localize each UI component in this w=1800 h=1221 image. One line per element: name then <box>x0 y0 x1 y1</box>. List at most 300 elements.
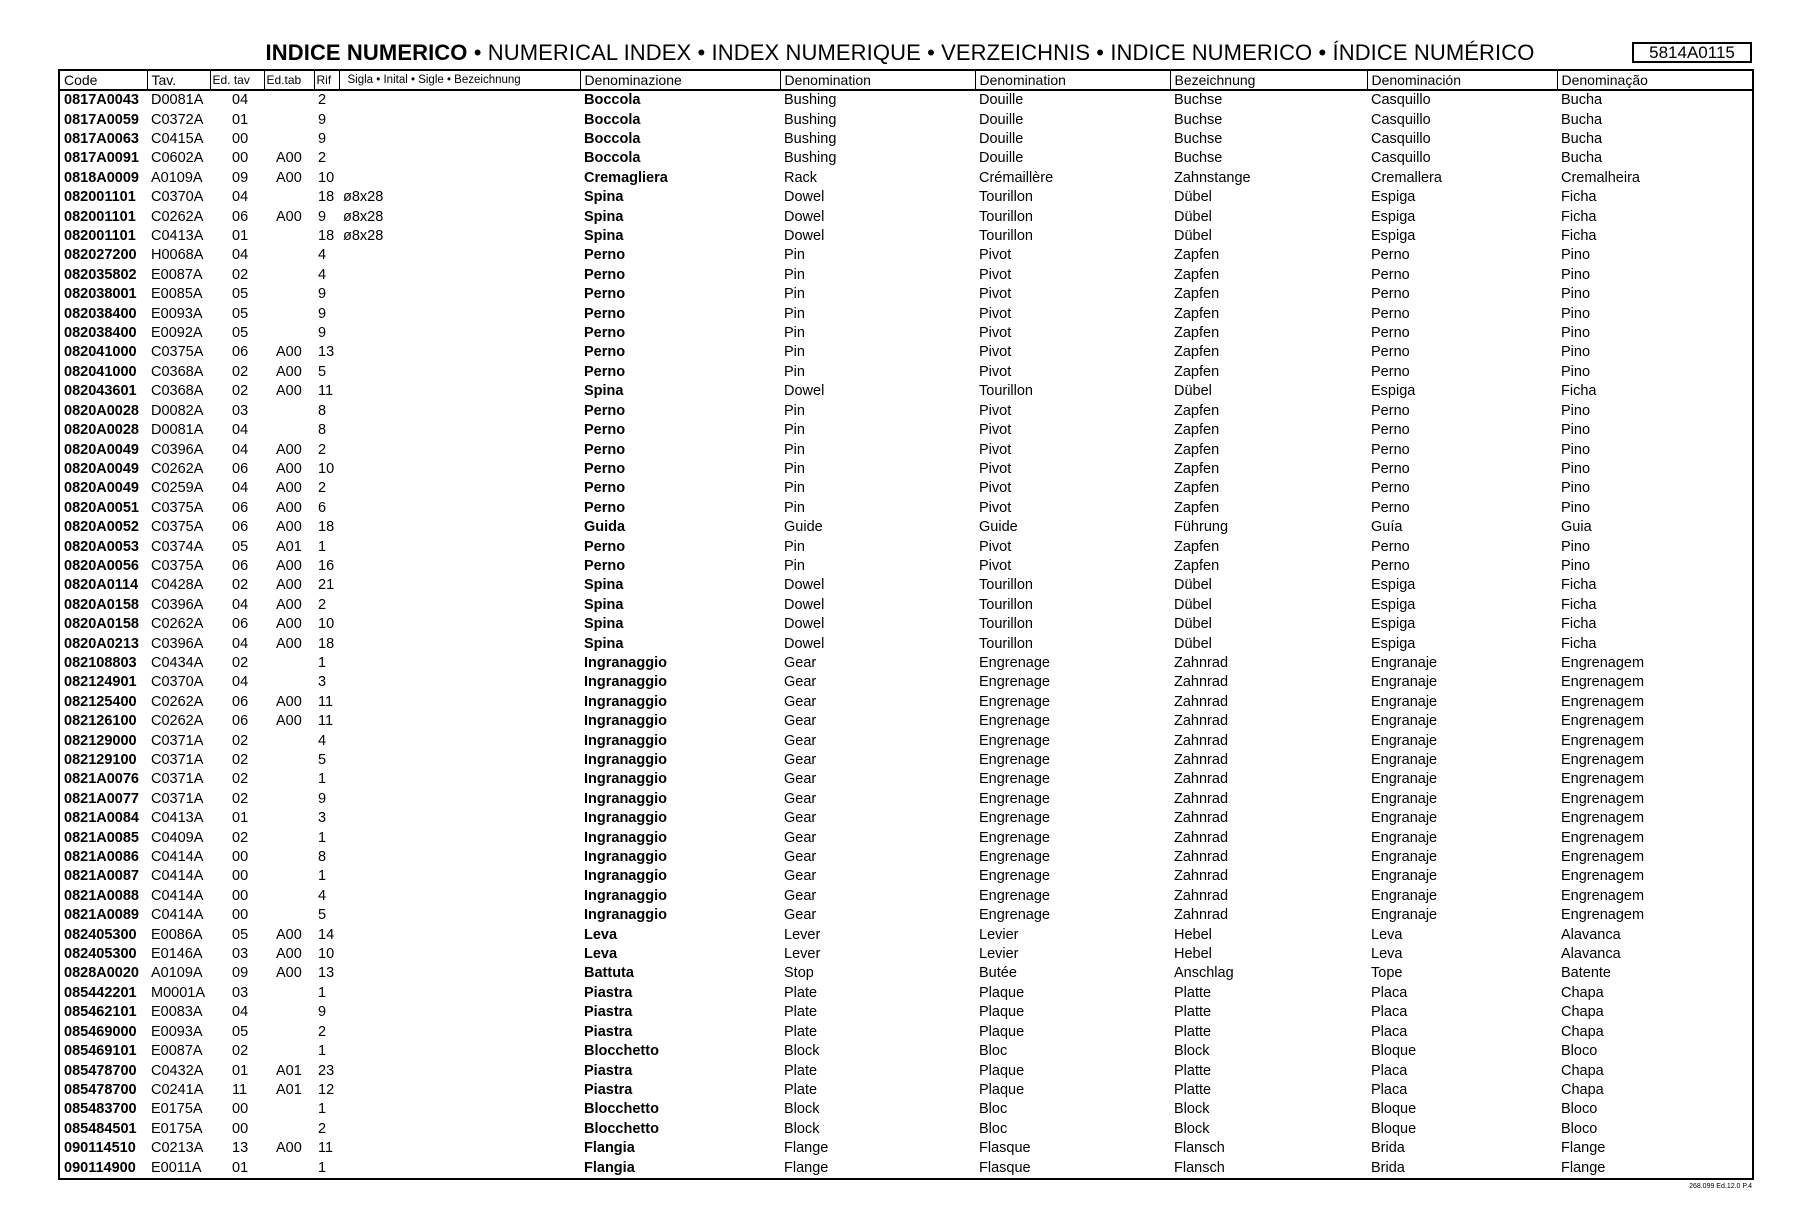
cell-it: Cremagliera <box>584 169 668 186</box>
cell-pt: Pino <box>1561 499 1591 516</box>
cell-en: Pin <box>784 480 805 497</box>
col-header-es: Denominación <box>1367 70 1557 90</box>
cell-sigla <box>339 596 580 615</box>
cell-ed-tab: A00 <box>276 1140 302 1157</box>
cell-de: Dübel <box>1174 577 1212 594</box>
cell-es: Espiga <box>1371 208 1416 225</box>
table-row <box>59 1100 1753 1119</box>
cell-en: Bushing <box>784 131 837 148</box>
cell-ed-tab: A00 <box>276 441 302 458</box>
cell-fr: Plaque <box>979 1004 1025 1021</box>
table-row <box>59 906 1753 925</box>
cell-ed-tav: 02 <box>232 654 249 671</box>
cell-pt: Engrenagem <box>1561 868 1645 885</box>
cell-sigla <box>339 1100 580 1119</box>
cell-sigla <box>339 731 580 750</box>
cell-de: Zahnrad <box>1174 713 1229 730</box>
cell-de: Zapfen <box>1174 247 1220 264</box>
cell-de: Zapfen <box>1174 363 1220 380</box>
cell-rif: 1 <box>318 829 327 846</box>
cell-ed-tab <box>264 266 314 285</box>
cell-fr: Engrenage <box>979 907 1050 924</box>
cell-ed-tav: 04 <box>232 480 249 497</box>
cell-es: Tope <box>1371 965 1403 982</box>
cell-code: 082124901 <box>64 674 137 691</box>
cell-de: Zahnrad <box>1174 790 1229 807</box>
cell-it: Perno <box>584 460 626 477</box>
cell-pt: Ficha <box>1561 635 1597 652</box>
cell-rif: 10 <box>318 169 335 186</box>
cell-en: Dowel <box>784 616 825 633</box>
cell-de: Zapfen <box>1174 402 1220 419</box>
cell-fr: Pivot <box>979 363 1012 380</box>
cell-pt: Pino <box>1561 557 1591 574</box>
cell-de: Platte <box>1174 984 1212 1001</box>
cell-rif: 2 <box>318 150 327 167</box>
cell-en: Gear <box>784 790 817 807</box>
cell-pt: Bloco <box>1561 1101 1598 1118</box>
cell-pt: Pino <box>1561 422 1591 439</box>
cell-sigla <box>339 848 580 867</box>
cell-en: Pin <box>784 363 805 380</box>
cell-pt: Pino <box>1561 480 1591 497</box>
cell-ed-tav: 04 <box>232 189 249 206</box>
cell-code: 0821A0088 <box>64 887 139 904</box>
cell-rif: 4 <box>318 247 327 264</box>
cell-it: Boccola <box>584 92 641 109</box>
cell-tav: C0372A <box>151 111 204 128</box>
cell-code: 085469101 <box>64 1043 137 1060</box>
cell-ed-tab: A00 <box>276 616 302 633</box>
cell-code: 0821A0084 <box>64 810 139 827</box>
cell-pt: Flange <box>1561 1140 1606 1157</box>
cell-tav: E0011A <box>151 1159 202 1176</box>
cell-code: 082108803 <box>64 654 137 671</box>
cell-it: Piastra <box>584 1023 633 1040</box>
cell-es: Perno <box>1371 422 1410 439</box>
cell-en: Flange <box>784 1159 829 1176</box>
cell-pt: Engrenagem <box>1561 849 1645 866</box>
cell-ed-tab: A00 <box>276 713 302 730</box>
cell-de: Zapfen <box>1174 266 1220 283</box>
cell-tav: C0262A <box>151 460 204 477</box>
cell-sigla <box>339 964 580 983</box>
cell-fr: Tourillon <box>979 596 1033 613</box>
cell-tav: E0175A <box>151 1120 203 1137</box>
cell-code: 0820A0028 <box>64 422 139 439</box>
cell-ed-tab <box>264 906 314 925</box>
cell-ed-tab: A00 <box>276 577 302 594</box>
cell-pt: Batente <box>1561 965 1611 982</box>
cell-pt: Alavanca <box>1561 946 1621 963</box>
cell-ed-tav: 01 <box>232 1062 249 1079</box>
cell-fr: Douille <box>979 111 1024 128</box>
cell-ed-tav: 05 <box>232 1023 249 1040</box>
cell-fr: Plaque <box>979 1023 1025 1040</box>
cell-es: Perno <box>1371 402 1410 419</box>
cell-it: Leva <box>584 926 618 943</box>
cell-es: Guía <box>1371 519 1403 536</box>
cell-de: Zahnrad <box>1174 752 1229 769</box>
cell-ed-tav: 06 <box>232 344 249 361</box>
cell-it: Ingranaggio <box>584 887 667 904</box>
cell-pt: Bloco <box>1561 1043 1598 1060</box>
cell-ed-tav: 01 <box>232 228 249 245</box>
cell-code: 0820A0028 <box>64 402 139 419</box>
cell-pt: Pino <box>1561 538 1591 555</box>
cell-sigla <box>339 169 580 188</box>
cell-fr: Pivot <box>979 325 1012 342</box>
cell-code: 0817A0091 <box>64 150 139 167</box>
cell-it: Battuta <box>584 965 634 982</box>
table-row <box>59 479 1753 498</box>
cell-it: Blocchetto <box>584 1043 659 1060</box>
cell-it: Ingranaggio <box>584 713 667 730</box>
cell-it: Perno <box>584 247 626 264</box>
cell-ed-tab <box>264 790 314 809</box>
cell-ed-tab <box>264 828 314 847</box>
cell-pt: Engrenagem <box>1561 693 1645 710</box>
cell-tav: C0432A <box>151 1062 204 1079</box>
cell-rif: 5 <box>318 907 327 924</box>
cell-ed-tab: A00 <box>276 480 302 497</box>
cell-de: Zahnrad <box>1174 693 1229 710</box>
cell-pt: Pino <box>1561 344 1591 361</box>
cell-it: Ingranaggio <box>584 654 667 671</box>
cell-es: Perno <box>1371 286 1410 303</box>
cell-de: Zapfen <box>1174 538 1220 555</box>
cell-fr: Plaque <box>979 984 1025 1001</box>
cell-de: Buchse <box>1174 92 1223 109</box>
cell-ed-tab: A00 <box>276 519 302 536</box>
table-row <box>59 1023 1753 1042</box>
cell-es: Engranaje <box>1371 849 1438 866</box>
cell-ed-tab: A00 <box>276 169 302 186</box>
page-title <box>0 40 1800 66</box>
cell-it: Perno <box>584 422 626 439</box>
cell-rif: 18 <box>318 189 335 206</box>
table-row <box>59 188 1753 207</box>
cell-ed-tab <box>264 654 314 673</box>
col-header-ed-tav: Ed. tav <box>210 70 264 90</box>
cell-rif: 4 <box>318 887 327 904</box>
cell-rif: 9 <box>318 131 327 148</box>
cell-pt: Pino <box>1561 247 1591 264</box>
cell-ed-tav: 09 <box>232 169 249 186</box>
cell-sigla <box>339 90 580 110</box>
cell-ed-tab <box>264 246 314 265</box>
cell-it: Ingranaggio <box>584 790 667 807</box>
cell-pt: Pino <box>1561 286 1591 303</box>
cell-rif: 6 <box>318 499 327 516</box>
cell-ed-tab <box>264 188 314 207</box>
cell-it: Ingranaggio <box>584 732 667 749</box>
cell-rif: 11 <box>318 713 334 730</box>
cell-es: Engranaje <box>1371 654 1438 671</box>
cell-es: Perno <box>1371 557 1410 574</box>
cell-ed-tav: 02 <box>232 363 249 380</box>
col-header-rif: Rif <box>314 70 339 90</box>
cell-fr: Butée <box>979 965 1017 982</box>
cell-sigla: ø8x28 <box>343 208 384 225</box>
cell-sigla <box>339 1003 580 1022</box>
cell-ed-tav: 01 <box>232 810 249 827</box>
cell-tav: E0093A <box>151 1023 203 1040</box>
cell-it: Guida <box>584 519 626 536</box>
cell-code: 0821A0076 <box>64 771 139 788</box>
cell-ed-tab <box>264 324 314 343</box>
table-row <box>59 790 1753 809</box>
cell-ed-tav: 04 <box>232 596 249 613</box>
cell-tav: C0602A <box>151 150 204 167</box>
cell-ed-tav: 06 <box>232 616 249 633</box>
cell-sigla <box>339 557 580 576</box>
cell-tav: C0375A <box>151 344 204 361</box>
cell-de: Zahnrad <box>1174 654 1229 671</box>
cell-it: Perno <box>584 363 626 380</box>
cell-sigla <box>339 149 580 168</box>
cell-fr: Engrenage <box>979 868 1050 885</box>
cell-sigla <box>339 673 580 692</box>
cell-ed-tab <box>264 227 314 246</box>
cell-de: Zahnrad <box>1174 849 1229 866</box>
cell-es: Espiga <box>1371 635 1416 652</box>
cell-es: Perno <box>1371 247 1410 264</box>
cell-es: Perno <box>1371 441 1410 458</box>
cell-it: Perno <box>584 286 626 303</box>
col-header-fr: Denomination <box>975 70 1170 90</box>
cell-fr: Pivot <box>979 266 1012 283</box>
cell-ed-tav: 05 <box>232 286 249 303</box>
cell-tav: D0081A <box>151 92 204 109</box>
cell-tav: E0085A <box>151 286 203 303</box>
cell-code: 082129000 <box>64 732 137 749</box>
cell-code: 0820A0213 <box>64 635 139 652</box>
cell-sigla <box>339 615 580 634</box>
cell-ed-tab: A01 <box>276 1081 302 1098</box>
cell-en: Flange <box>784 1140 829 1157</box>
cell-ed-tab <box>264 673 314 692</box>
cell-rif: 13 <box>318 344 335 361</box>
cell-rif: 18 <box>318 519 335 536</box>
cell-en: Pin <box>784 441 805 458</box>
table-row <box>59 634 1753 653</box>
cell-tav: C0396A <box>151 596 204 613</box>
cell-fr: Tourillon <box>979 616 1033 633</box>
cell-rif: 2 <box>318 1120 327 1137</box>
cell-de: Zahnrad <box>1174 907 1229 924</box>
cell-en: Bushing <box>784 111 837 128</box>
cell-ed-tab <box>264 1003 314 1022</box>
cell-sigla <box>339 499 580 518</box>
cell-it: Spina <box>584 208 624 225</box>
cell-code: 0820A0158 <box>64 596 139 613</box>
cell-fr: Engrenage <box>979 771 1050 788</box>
cell-code: 082038001 <box>64 286 137 303</box>
cell-en: Gear <box>784 829 817 846</box>
cell-ed-tav: 06 <box>232 519 249 536</box>
cell-es: Placa <box>1371 1023 1408 1040</box>
cell-pt: Flange <box>1561 1159 1606 1176</box>
cell-de: Dübel <box>1174 596 1212 613</box>
cell-it: Piastra <box>584 984 633 1001</box>
table-row <box>59 518 1753 537</box>
cell-fr: Pivot <box>979 402 1012 419</box>
cell-rif: 9 <box>318 790 327 807</box>
table-row <box>59 304 1753 323</box>
cell-en: Block <box>784 1043 820 1060</box>
table-row <box>59 169 1753 188</box>
cell-de: Zahnrad <box>1174 732 1229 749</box>
cell-rif: 4 <box>318 732 327 749</box>
cell-code: 082001101 <box>64 228 136 245</box>
cell-it: Ingranaggio <box>584 752 667 769</box>
cell-it: Perno <box>584 402 626 419</box>
cell-fr: Bloc <box>979 1101 1008 1118</box>
cell-es: Engranaje <box>1371 829 1438 846</box>
document-id-box: 5814A0115 <box>1632 42 1752 63</box>
cell-ed-tab: A00 <box>276 208 302 225</box>
cell-ed-tav: 02 <box>232 1043 249 1060</box>
cell-de: Dübel <box>1174 635 1212 652</box>
cell-it: Spina <box>584 596 624 613</box>
cell-tav: C0396A <box>151 441 204 458</box>
cell-ed-tab: A01 <box>276 1062 302 1079</box>
cell-ed-tab: A00 <box>276 344 302 361</box>
table-row <box>59 848 1753 867</box>
cell-tav: H0068A <box>151 247 204 264</box>
table-row <box>59 130 1753 149</box>
cell-code: 085478700 <box>64 1081 137 1098</box>
cell-ed-tav: 04 <box>232 1004 249 1021</box>
cell-ed-tab: A00 <box>276 383 302 400</box>
cell-ed-tav: 02 <box>232 577 249 594</box>
cell-it: Spina <box>584 577 624 594</box>
cell-en: Dowel <box>784 208 825 225</box>
cell-fr: Levier <box>979 946 1019 963</box>
cell-ed-tab <box>264 848 314 867</box>
cell-pt: Ficha <box>1561 208 1597 225</box>
cell-ed-tav: 03 <box>232 402 249 419</box>
cell-rif: 1 <box>318 1159 327 1176</box>
cell-sigla <box>339 906 580 925</box>
cell-pt: Chapa <box>1561 1004 1604 1021</box>
cell-es: Perno <box>1371 480 1410 497</box>
cell-tav: C0371A <box>151 771 204 788</box>
cell-sigla <box>339 712 580 731</box>
table-row <box>59 984 1753 1003</box>
cell-sigla <box>339 246 580 265</box>
cell-es: Espiga <box>1371 228 1416 245</box>
cell-ed-tav: 06 <box>232 460 249 477</box>
table-row <box>59 673 1753 692</box>
cell-tav: C0428A <box>151 577 204 594</box>
cell-ed-tab <box>264 1120 314 1139</box>
cell-code: 0820A0049 <box>64 460 139 477</box>
cell-sigla <box>339 770 580 789</box>
cell-code: 082001101 <box>64 208 136 225</box>
cell-en: Bushing <box>784 92 837 109</box>
cell-fr: Engrenage <box>979 790 1050 807</box>
cell-en: Dowel <box>784 635 825 652</box>
cell-rif: 21 <box>318 577 335 594</box>
cell-code: 0820A0049 <box>64 441 139 458</box>
cell-de: Platte <box>1174 1081 1212 1098</box>
cell-de: Zapfen <box>1174 557 1220 574</box>
cell-it: Perno <box>584 557 626 574</box>
cell-sigla <box>339 1023 580 1042</box>
cell-tav: D0081A <box>151 422 204 439</box>
cell-es: Placa <box>1371 984 1408 1001</box>
cell-tav: C0371A <box>151 790 204 807</box>
cell-de: Zapfen <box>1174 480 1220 497</box>
cell-de: Zapfen <box>1174 325 1220 342</box>
cell-ed-tav: 11 <box>232 1081 248 1098</box>
cell-ed-tab: A00 <box>276 363 302 380</box>
cell-es: Espiga <box>1371 596 1416 613</box>
cell-en: Plate <box>784 1023 818 1040</box>
table-row <box>59 1081 1753 1100</box>
cell-es: Perno <box>1371 363 1410 380</box>
cell-de: Platte <box>1174 1004 1212 1021</box>
cell-pt: Engrenagem <box>1561 713 1645 730</box>
cell-ed-tav: 02 <box>232 771 249 788</box>
cell-tav: E0175A <box>151 1101 203 1118</box>
cell-it: Ingranaggio <box>584 907 667 924</box>
table-row <box>59 207 1753 226</box>
cell-it: Spina <box>584 616 624 633</box>
cell-de: Flansch <box>1174 1140 1225 1157</box>
table-row <box>59 887 1753 906</box>
cell-de: Platte <box>1174 1023 1212 1040</box>
cell-tav: C0396A <box>151 635 204 652</box>
cell-tav: E0087A <box>151 266 203 283</box>
table-row <box>59 557 1753 576</box>
cell-ed-tav: 00 <box>232 150 249 167</box>
cell-pt: Engrenagem <box>1561 732 1645 749</box>
cell-ed-tav: 03 <box>232 946 249 963</box>
cell-fr: Flasque <box>979 1140 1031 1157</box>
cell-es: Casquillo <box>1371 150 1431 167</box>
cell-code: 0821A0086 <box>64 849 139 866</box>
cell-ed-tab <box>264 809 314 828</box>
cell-sigla <box>339 945 580 964</box>
cell-it: Ingranaggio <box>584 829 667 846</box>
cell-ed-tav: 06 <box>232 713 249 730</box>
cell-ed-tab <box>264 110 314 129</box>
cell-fr: Engrenage <box>979 829 1050 846</box>
cell-rif: 9 <box>318 208 327 225</box>
cell-fr: Tourillon <box>979 577 1033 594</box>
cell-de: Dübel <box>1174 616 1212 633</box>
cell-fr: Engrenage <box>979 752 1050 769</box>
table-row <box>59 324 1753 343</box>
cell-code: 0828A0020 <box>64 965 139 982</box>
cell-pt: Bloco <box>1561 1120 1598 1137</box>
cell-fr: Pivot <box>979 344 1012 361</box>
cell-en: Lever <box>784 946 821 963</box>
table-header-row <box>59 70 1753 90</box>
cell-es: Engranaje <box>1371 752 1438 769</box>
cell-rif: 13 <box>318 965 335 982</box>
cell-tav: C0370A <box>151 674 204 691</box>
cell-tav: C0434A <box>151 654 204 671</box>
table-row <box>59 421 1753 440</box>
cell-ed-tab <box>264 421 314 440</box>
cell-ed-tav: 03 <box>232 984 249 1001</box>
cell-ed-tav: 02 <box>232 752 249 769</box>
cell-ed-tav: 04 <box>232 441 249 458</box>
